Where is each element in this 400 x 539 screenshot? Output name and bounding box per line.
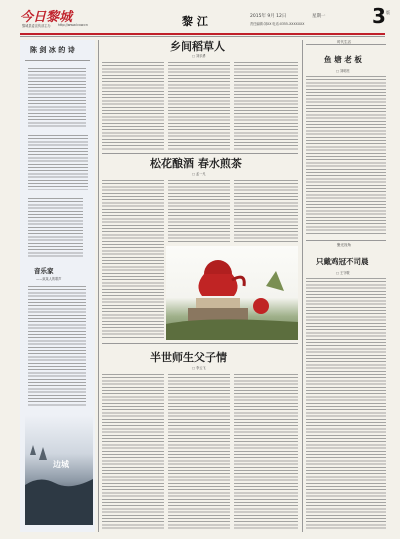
masthead-rule-thin (20, 36, 385, 37)
article-title-2: 松花酿酒 春水煎茶 (150, 157, 242, 170)
column-rule-left (98, 40, 99, 532)
poem-text-4 (28, 286, 86, 406)
page-suffix: 版 (386, 10, 390, 15)
sidebar-divider (25, 60, 90, 61)
section-tag-1: 时代生活 (337, 40, 351, 44)
article-body-1c (234, 62, 298, 150)
article-body-3c (234, 374, 298, 530)
teapot-sculpture-icon (166, 246, 298, 340)
article-body-1b (168, 62, 230, 150)
article-byline-3: □ 李云飞 (192, 366, 206, 370)
poem-text-1 (28, 68, 86, 128)
left-sidebar (20, 40, 95, 532)
article-divider-2 (102, 343, 298, 344)
article-body-3a (102, 374, 164, 530)
column-rule-right (302, 40, 303, 532)
article-title-3: 半世师生父子情 (150, 351, 227, 364)
article-body-2c (234, 180, 298, 242)
right-body-2 (306, 278, 386, 530)
masthead-rule (20, 33, 385, 35)
article-body-2a (102, 180, 164, 340)
right-tag-rule-1 (306, 44, 386, 45)
article-byline-1: □ 刘乐勇 (192, 54, 206, 58)
section-name: 黎 江 (182, 15, 208, 28)
poem-text-2 (28, 135, 88, 190)
poem-text-3 (28, 198, 83, 258)
website-url: http://www.lcxw.cn (58, 23, 88, 27)
right-byline-1: □ 刘明亮 (336, 69, 350, 73)
poem-title: 陈 剑 冰 的 诗 (30, 45, 75, 54)
article-title-1: 乡间稻草人 (170, 40, 225, 53)
issue-date: 2015年 9月 12日 (250, 14, 287, 19)
article-byline-2: □ 孟一凡 (192, 172, 206, 176)
page-number: 3 (372, 4, 386, 28)
weekday: 星期一 (312, 14, 326, 19)
teapot-photo (166, 246, 298, 340)
tree-silhouette-icon (25, 415, 93, 525)
section-tag-2: 聚光视角 (337, 243, 351, 247)
landscape-photo (25, 415, 93, 525)
right-body-1 (306, 76, 386, 236)
music-title: 音乐家 (34, 267, 54, 275)
music-subtitle: ——致某人的歌声 (36, 277, 62, 281)
right-byline-2: □ 王守敬 (336, 271, 350, 275)
newspaper-logo: 今日黎城 (20, 10, 73, 25)
masthead (20, 6, 390, 32)
editor-info: 责任编辑:刘XX 电话:0355-XXXXXXX (250, 22, 305, 26)
right-article-title-2: 只戴鸡冠不司晨 (316, 257, 369, 266)
article-body-1a (102, 62, 164, 150)
right-article-title-1: 鱼 塘 老 板 (324, 55, 362, 64)
right-divider (306, 240, 386, 241)
logo-subtitle: 黎城县委宣传部主办 (22, 24, 51, 28)
article-body-3b (168, 374, 230, 530)
article-divider-1 (102, 153, 298, 154)
photo-caption: 边城 (53, 459, 69, 469)
article-body-2b (168, 180, 230, 242)
